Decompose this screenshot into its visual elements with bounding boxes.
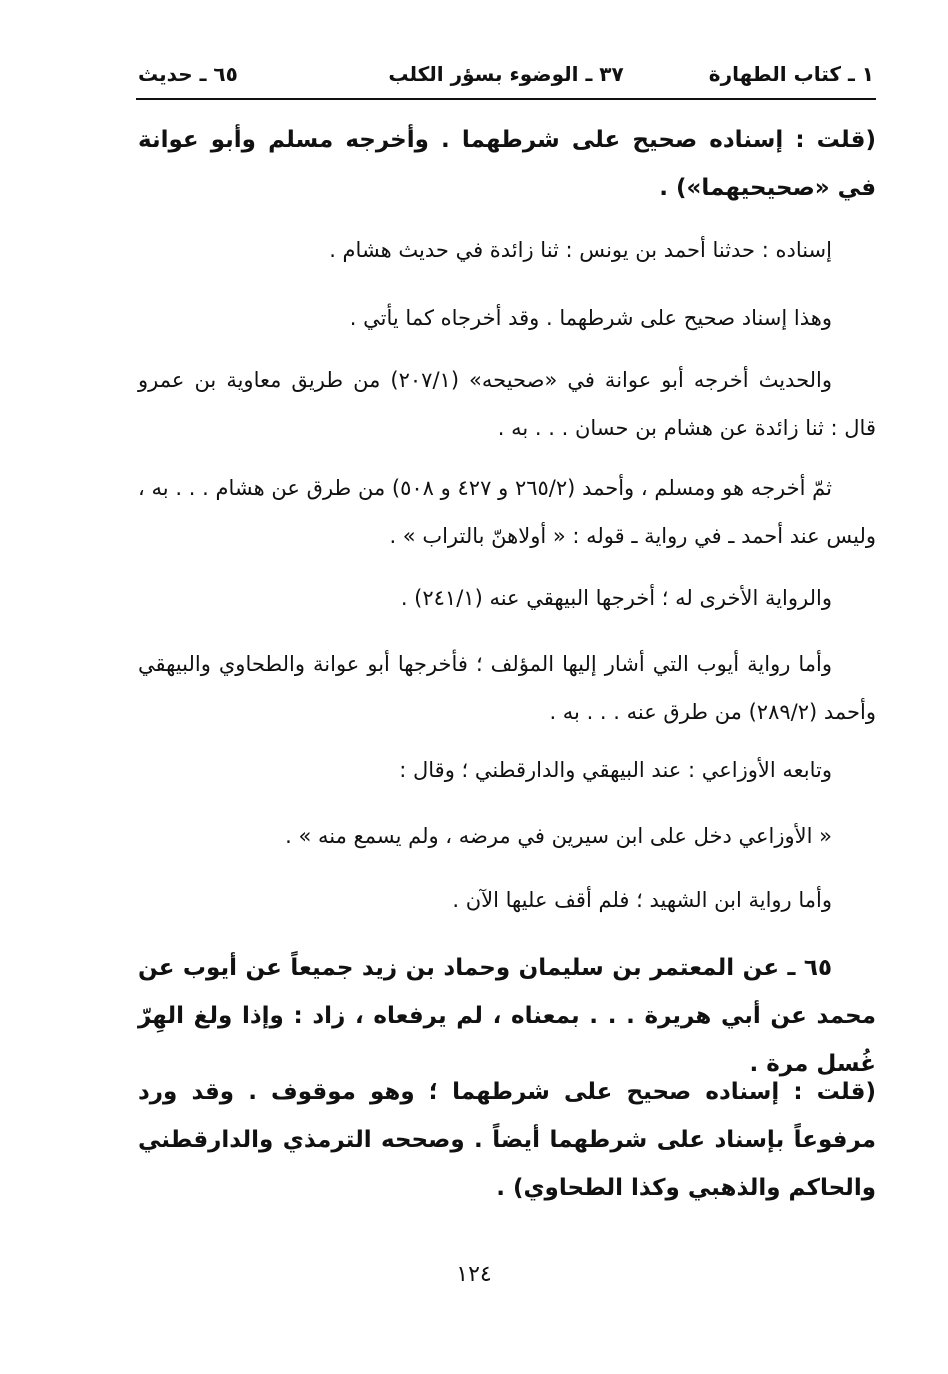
header-hadith-number: ٦٥ ـ حديث <box>138 62 238 86</box>
comment-paragraph-1: (قلت : إسناده صحيح على شرطهما . وأخرجه مسلم وأبو عوانة في «صحيحيهما») . <box>138 127 876 201</box>
text-paragraph-awzai: وتابعه الأوزاعي : عند البيهقي والدارقطني ؛ وقال : <box>399 758 832 782</box>
text-paragraph-abu-awana: والحديث أخرجه أبو عوانة في «صحيحه» (٢٠٧/١) من طريق معاوية بن عمرو قال : ثنا زائدة عن هشام بن حسان . . . به . <box>138 368 876 440</box>
header-book-title: ١ ـ كتاب الطهارة <box>708 62 874 86</box>
header-chapter-title: ٣٧ ـ الوضوء بسؤر الكلب <box>388 62 624 86</box>
page-number: ١٢٤ <box>456 1262 492 1287</box>
text-paragraph-bayhaqi: والرواية الأخرى له ؛ أخرجها البيهقي عنه (٢٤١/١) . <box>400 586 832 610</box>
text-paragraph-ibn-shahid: وأما رواية ابن الشهيد ؛ فلم أقف عليها الآن . <box>452 888 832 912</box>
hadith-65-text: ٦٥ ـ عن المعتمر بن سليمان وحماد بن زيد جميعاً عن أيوب عن محمد عن أبي هريرة . . . بمعناه ، لم يرفعاه ، زاد : وإذا ولغ الهِرّ غُسل مرة . <box>138 955 876 1077</box>
text-paragraph-ayyub: وأما رواية أيوب التي أشار إليها المؤلف ؛ فأخرجها أبو عوانة والطحاوي والبيهقي وأحمد (٢٨٩/٢) من طرق عنه . . . به . <box>138 652 876 724</box>
text-paragraph-quote: « الأوزاعي دخل على ابن سيرين في مرضه ، ولم يسمع منه » . <box>285 824 832 848</box>
text-paragraph-isnad: إسناده : حدثنا أحمد بن يونس : ثنا زائدة في حديث هشام . <box>329 238 832 262</box>
comment-paragraph-2: (قلت : إسناده صحيح على شرطهما ؛ وهو موقوف . وقد ورد مرفوعاً بإسناد على شرطهما أيضاً . وصححه الترمذي والدارقطني والحاكم والذهبي وكذا الطحاوي) . <box>138 1079 876 1201</box>
running-header <box>136 52 876 100</box>
text-paragraph-authentication: وهذا إسناد صحيح على شرطهما . وقد أخرجاه كما يأتي . <box>349 306 832 330</box>
text-paragraph-muslim-ahmad: ثمّ أخرجه هو ومسلم ، وأحمد (٢٦٥/٢ و ٤٢٧ و ٥٠٨) من طرق عن هشام . . . به ، وليس عند أحمد ـ في رواية ـ قوله : « أولاهنّ بالتراب » . <box>138 476 876 548</box>
